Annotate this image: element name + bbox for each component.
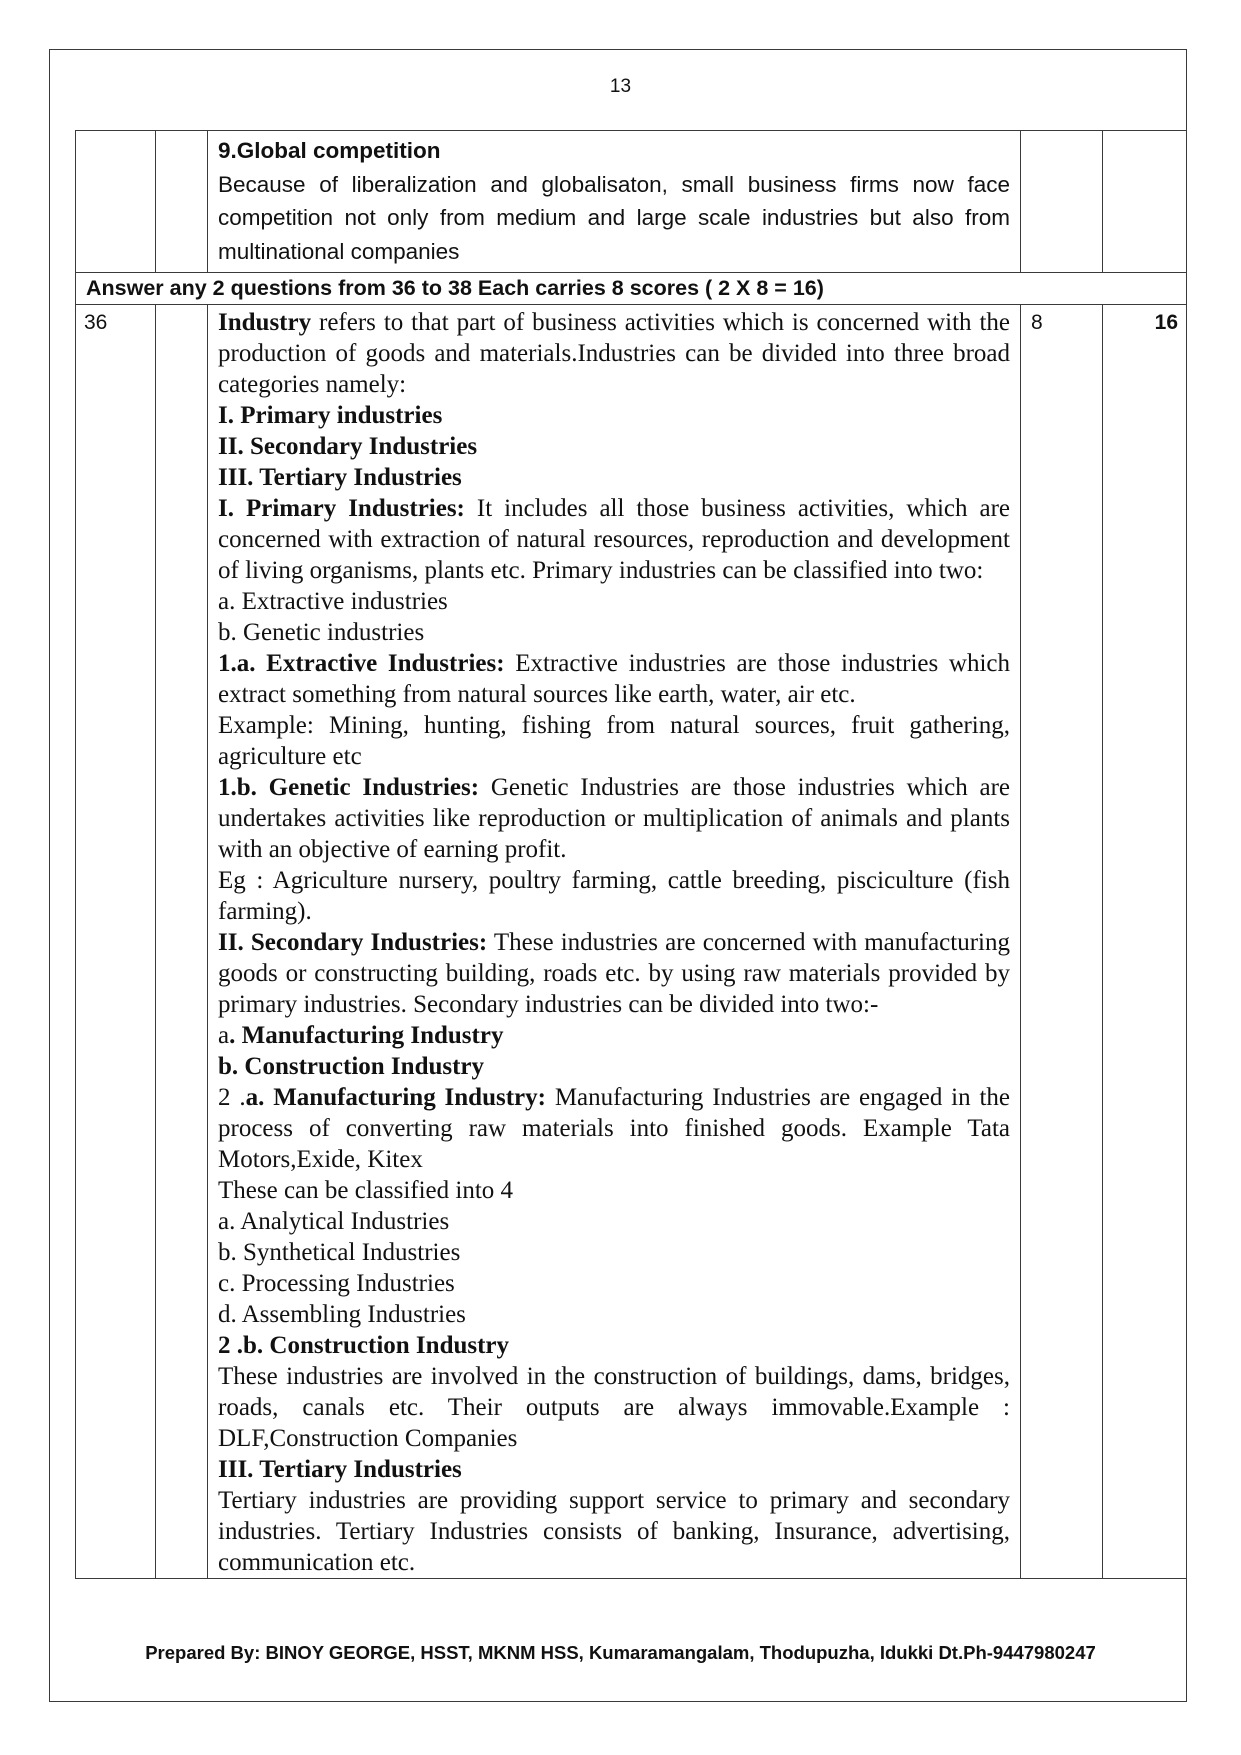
subq-cell-empty [156, 305, 208, 1579]
paragraph: 1.a. Extractive Industries: Extractive industries are those industries which extract something from natural sources like earth, water, air etc. [218, 650, 1011, 708]
point-text: Because of liberalization and globalisaton, small business firms now face competition not only from medium and large scale industries but also from multinational companies [218, 171, 1010, 264]
paragraph: Example: Mining, hunting, fishing from natural sources, fruit gathering, agriculture etc [218, 712, 1010, 770]
paragraph: 2 .a. Manufacturing Industry: Manufacturing Industries are engaged in the process of converting raw materials into finished goods. Example Tata Motors,Exide, Kitex [218, 1084, 1011, 1173]
section-instruction: Answer any 2 questions from 36 to 38 Each carries 8 scores ( 2 X 8 = 16) [76, 273, 1187, 305]
answer-cell [208, 305, 1021, 1579]
list-item: a. Extractive industries [218, 588, 448, 615]
paragraph: I. Primary Industries: It includes all those business activities, which are concerned with extraction of natural resources, reproduction and development of living organisms, plants etc. Primary industries can be classified into two: [218, 495, 1010, 584]
list-item: b. Synthetical Industries [218, 1239, 461, 1266]
point-heading: 9.Global competition [218, 138, 441, 163]
list-item: II. Secondary Industries [218, 433, 478, 460]
list-item: b. Genetic industries [218, 619, 425, 646]
paragraph: These industries are involved in the construction of buildings, dams, bridges, roads, canals etc. Their outputs are always immovable.Example : DLF,Construction Companies [218, 1363, 1010, 1452]
paragraph: 1.b. Genetic Industries: Genetic Industries are those industries which are undertakes activities like reproduction or multiplication of animals and plants with an objective of earning profit. [218, 774, 1011, 863]
table-row [76, 273, 1187, 305]
list-item: b. Construction Industry [218, 1053, 485, 1080]
table-row [76, 131, 1187, 273]
answer-key-table [75, 130, 1187, 1579]
answer-cell [208, 131, 1021, 273]
list-item: 2 .b. Construction Industry [218, 1332, 510, 1359]
list-item: d. Assembling Industries [218, 1301, 466, 1328]
question-number: 36 [76, 305, 156, 1579]
total-cell-empty [1103, 131, 1187, 273]
list-item: III. Tertiary Industries [218, 1456, 462, 1483]
list-item: I. Primary industries [218, 402, 443, 429]
list-item: III. Tertiary Industries [218, 464, 462, 491]
paragraph: Eg : Agriculture nursery, poultry farming, cattle breeding, pisciculture (fish farming). [218, 867, 1010, 925]
page-footer: Prepared By: BINOY GEORGE, HSST, MKNM HSS, Kumaramangalam, Thodupuzha, Idukki Dt.Ph-9447980247 [145, 1642, 1096, 1663]
qno-cell-empty [76, 131, 156, 273]
total-value: 16 [1103, 305, 1187, 1579]
paragraph: Industry refers to that part of business activities which is concerned with the production of goods and materials.Industries can be divided into three broad categories namely: [218, 309, 1010, 398]
list-item: a. Manufacturing Industry [218, 1022, 504, 1049]
table-row [76, 305, 1187, 1579]
mark-cell-empty [1021, 131, 1103, 273]
subq-cell-empty [156, 131, 208, 273]
list-item: c. Processing Industries [218, 1270, 455, 1297]
mark-value: 8 [1021, 305, 1103, 1579]
paragraph: II. Secondary Industries: These industries are concerned with manufacturing goods or constructing building, roads etc. by using raw materials provided by primary industries. Secondary industries can be divided into two:- [218, 929, 1010, 1018]
page-number: 13 [609, 76, 632, 97]
paragraph: Tertiary industries are providing support service to primary and secondary industries. Tertiary Industries consists of banking, Insurance, advertising, communication etc. [218, 1487, 1010, 1576]
paragraph: These can be classified into 4 [218, 1177, 514, 1204]
list-item: a. Analytical Industries [218, 1208, 450, 1235]
